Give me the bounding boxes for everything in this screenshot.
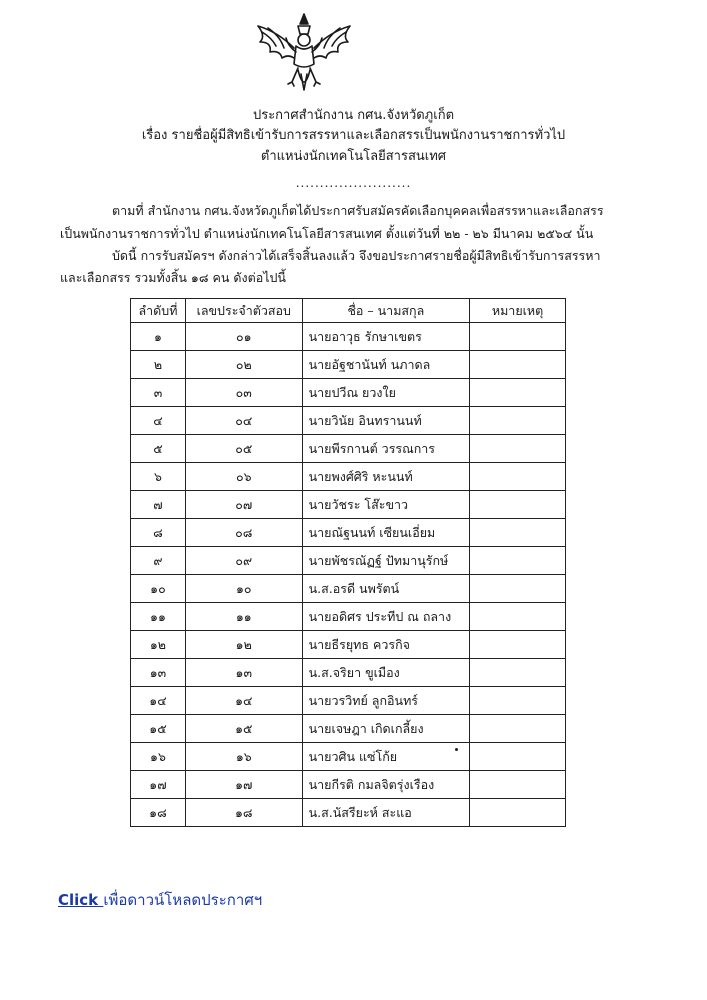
cell-full-name: น.ส.อรดี นพรัตน์ — [302, 575, 470, 603]
announcement-position: ตำแหน่งนักเทคโนโลยีสารสนเทศ — [260, 149, 447, 164]
table-row — [131, 603, 566, 631]
cell-exam-id: ๐๖ — [185, 463, 302, 491]
table-row — [131, 575, 566, 603]
table-row — [131, 687, 566, 715]
cell-remark — [470, 323, 566, 351]
cell-order: ๑๔ — [131, 687, 186, 715]
cell-remark — [470, 575, 566, 603]
cell-order: ๗ — [131, 491, 186, 519]
cell-remark — [470, 659, 566, 687]
cell-full-name: นายพีรกานต์ วรรณการ — [302, 435, 470, 463]
cell-remark — [470, 351, 566, 379]
cell-order: ๔ — [131, 407, 186, 435]
header-order: ลำดับที่ — [131, 299, 186, 323]
cell-exam-id: ๐๑ — [185, 323, 302, 351]
paragraph-1-line-2: เป็นพนักงานราชการทั่วไป ตำแหน่งนักเทคโนโลยีสารสนเทศ ตั้งแต่วันที่ ๒๒ - ๒๖ มีนาคม ๒๕๖๔ นั้น — [60, 226, 594, 241]
announcement-title: ประกาศสำนักงาน กศน.จังหวัดภูเก็ต — [252, 108, 455, 123]
table-row — [131, 547, 566, 575]
cell-remark — [470, 435, 566, 463]
candidate-table — [130, 298, 566, 827]
cell-remark — [470, 631, 566, 659]
table-row — [131, 491, 566, 519]
header-remark: หมายเหตุ — [470, 299, 566, 323]
cell-exam-id: ๐๗ — [185, 491, 302, 519]
cell-remark — [470, 407, 566, 435]
cell-full-name: นายปวีณ ยวงใย — [302, 379, 470, 407]
cell-exam-id: ๐๓ — [185, 379, 302, 407]
paragraph-2-line-1: บัดนี้ การรับสมัครฯ ดังกล่าวได้เสร็จสิ้นลงแล้ว จึงขอประกาศรายชื่อผู้มีสิทธิเข้ารับการสรรหา — [112, 248, 601, 263]
cell-exam-id: ๑๑ — [185, 603, 302, 631]
cell-order: ๑ — [131, 323, 186, 351]
cell-exam-id: ๐๒ — [185, 351, 302, 379]
cell-full-name: นายเจษฎา เกิดเกลี้ยง — [302, 715, 470, 743]
table-row — [131, 715, 566, 743]
separator-dots: ........................ — [295, 176, 412, 190]
table-row — [131, 323, 566, 351]
cell-exam-id: ๐๘ — [185, 519, 302, 547]
cell-exam-id: ๑๓ — [185, 659, 302, 687]
cell-remark — [470, 687, 566, 715]
garuda-emblem-icon — [248, 12, 360, 98]
header-full-name: ชื่อ – นามสกุล — [302, 299, 470, 323]
cell-exam-id: ๑๘ — [185, 799, 302, 827]
cell-order: ๒ — [131, 351, 186, 379]
cell-remark — [470, 491, 566, 519]
cell-full-name: นายวัชระ โส๊ะขาว — [302, 491, 470, 519]
table-row — [131, 379, 566, 407]
table-row — [131, 631, 566, 659]
cell-full-name: นายอาวุธ รักษาเขตร — [302, 323, 470, 351]
download-text[interactable]: เพื่อดาวน์โหลดประกาศฯ — [103, 891, 263, 909]
announcement-subject: เรื่อง รายชื่อผู้มีสิทธิเข้ารับการสรรหาและเลือกสรรเป็นพนักงานราชการทั่วไป — [141, 128, 566, 143]
cell-full-name: นายพงศ์ศิริ หะนนท์ — [302, 463, 470, 491]
cell-order: ๑๐ — [131, 575, 186, 603]
cell-order: ๑๑ — [131, 603, 186, 631]
table-row — [131, 743, 566, 771]
cell-exam-id: ๑๗ — [185, 771, 302, 799]
cell-full-name: นายอดิศร ประทีป ณ ถลาง — [302, 603, 470, 631]
cell-exam-id: ๑๔ — [185, 687, 302, 715]
cell-full-name: นายพัชรณัฏฐ์ ปัทมานุรักษ์ — [302, 547, 470, 575]
cell-order: ๑๓ — [131, 659, 186, 687]
cell-full-name: นายวรวิทย์ ลูกอินทร์ — [302, 687, 470, 715]
cell-exam-id: ๑๕ — [185, 715, 302, 743]
cell-remark — [470, 715, 566, 743]
cell-order: ๖ — [131, 463, 186, 491]
table-header-row — [131, 299, 566, 323]
cell-remark — [470, 771, 566, 799]
table-row — [131, 799, 566, 827]
cell-remark — [470, 603, 566, 631]
cell-order: ๑๒ — [131, 631, 186, 659]
table-row — [131, 771, 566, 799]
paragraph-2-line-2: และเลือกสรร รวมทั้งสิ้น ๑๘ คน ดังต่อไปนี้ — [60, 270, 286, 285]
download-link[interactable]: Click — [58, 891, 104, 909]
cell-exam-id: ๐๔ — [185, 407, 302, 435]
cell-remark — [470, 519, 566, 547]
cell-remark — [470, 463, 566, 491]
cell-order: ๑๗ — [131, 771, 186, 799]
cell-full-name: นายวินัย อินทรานนท์ — [302, 407, 470, 435]
cell-order: ๘ — [131, 519, 186, 547]
cell-remark — [470, 799, 566, 827]
paragraph-1-line-1: ตามที่ สำนักงาน กศน.จังหวัดภูเก็ตได้ประกาศรับสมัครคัดเลือกบุคคลเพื่อสรรหาและเลือกสรร — [112, 203, 604, 218]
download-line — [58, 888, 262, 912]
cell-order: ๑๖ — [131, 743, 186, 771]
cell-exam-id: ๑๐ — [185, 575, 302, 603]
cell-order: ๓ — [131, 379, 186, 407]
cell-remark — [470, 547, 566, 575]
cell-full-name: นายกีรติ กมลจิตรุ่งเรือง — [302, 771, 470, 799]
cell-remark — [470, 743, 566, 771]
table-row — [131, 659, 566, 687]
cell-full-name: นายอัฐชานันท์ นภาดล — [302, 351, 470, 379]
cell-exam-id: ๐๙ — [185, 547, 302, 575]
cell-exam-id: ๐๕ — [185, 435, 302, 463]
table-row — [131, 407, 566, 435]
cell-exam-id: ๑๒ — [185, 631, 302, 659]
cell-full-name: น.ส.นัสรียะห์ สะแอ — [302, 799, 470, 827]
scan-speck — [455, 748, 458, 751]
cell-full-name: นายธีรยุทธ ควรกิจ — [302, 631, 470, 659]
table-row — [131, 519, 566, 547]
cell-remark — [470, 379, 566, 407]
cell-exam-id: ๑๖ — [185, 743, 302, 771]
cell-full-name: นายณัฐนนท์ เซียนเอี่ยม — [302, 519, 470, 547]
cell-order: ๙ — [131, 547, 186, 575]
table-row — [131, 435, 566, 463]
cell-full-name: น.ส.จริยา ขูเมือง — [302, 659, 470, 687]
cell-order: ๑๕ — [131, 715, 186, 743]
header-exam-id: เลขประจำตัวสอบ — [185, 299, 302, 323]
cell-order: ๕ — [131, 435, 186, 463]
cell-order: ๑๘ — [131, 799, 186, 827]
table-row — [131, 351, 566, 379]
cell-full-name: นายวศิน แซ่โก้ย — [302, 743, 470, 771]
table-row — [131, 463, 566, 491]
